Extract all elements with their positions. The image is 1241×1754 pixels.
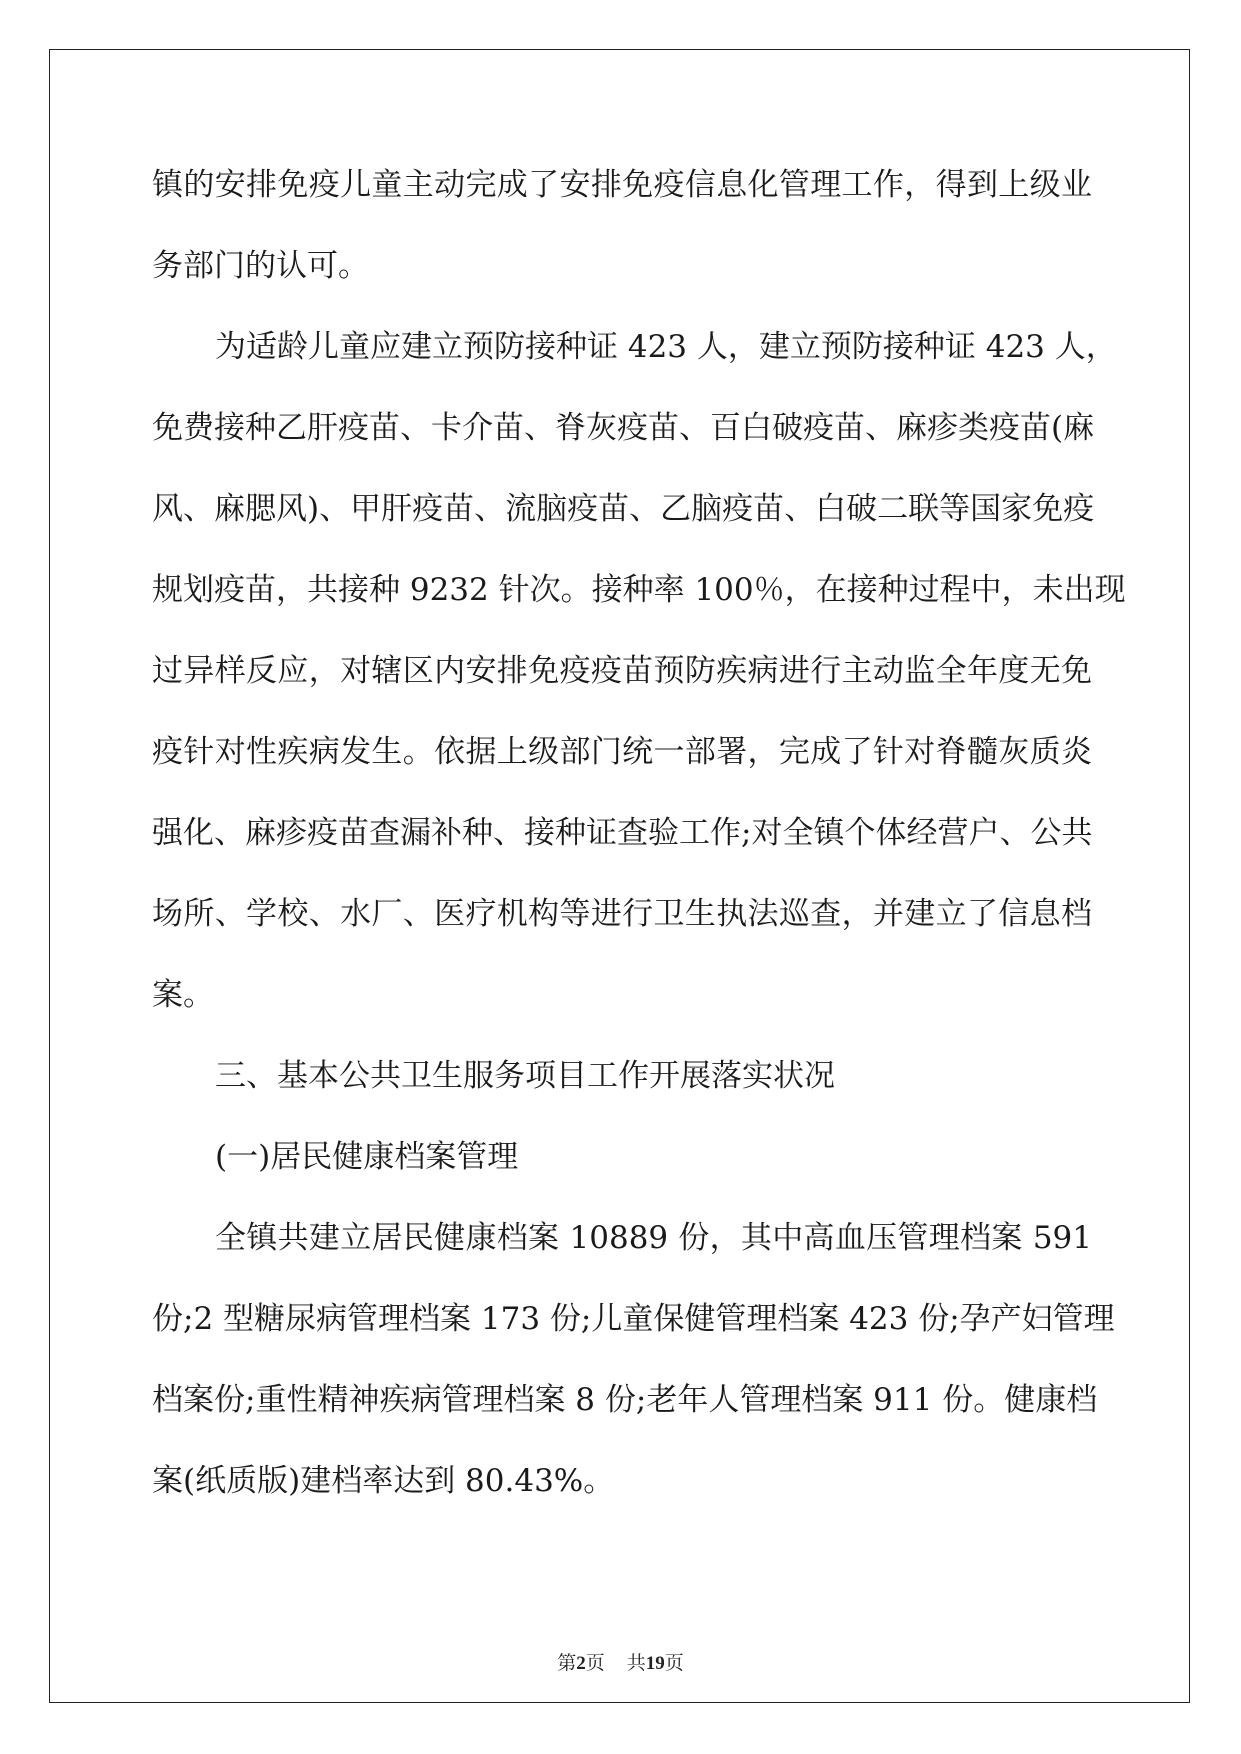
text-line: 镇的安排免疫儿童主动完成了安排免疫信息化管理工作，得到上级业 — [152, 167, 1092, 203]
text-line: 档案份;重性精神疾病管理档案 8 份;老年人管理档案 911 份。健康档 — [152, 1382, 1098, 1418]
text-line: 强化、麻疹疫苗查漏补种、接种证查验工作;对全镇个体经营户、公共 — [152, 815, 1093, 851]
text-line: 疫针对性疾病发生。依据上级部门统一部署，完成了针对脊髓灰质炎 — [152, 734, 1092, 770]
page-prefix: 第 — [557, 1652, 577, 1674]
total-prefix: 共 — [626, 1652, 646, 1674]
page-footer — [0, 1650, 1241, 1677]
document-body — [152, 158, 1126, 1535]
section-heading: 三、基本公共卫生服务项目工作开展落实状况 — [215, 1058, 835, 1094]
total-page-count: 19 — [645, 1653, 665, 1674]
text-line: 全镇共建立居民健康档案 10889 份，其中高血压管理档案 591 — [215, 1220, 1092, 1256]
text-line: 免费接种乙肝疫苗、卡介苗、脊灰疫苗、百白破疫苗、麻疹类疫苗(麻 — [152, 410, 1095, 446]
text-line: 案。 — [152, 977, 214, 1013]
total-suffix: 页 — [664, 1652, 684, 1674]
text-line: 务部门的认可。 — [152, 248, 369, 284]
page-suffix: 页 — [585, 1652, 605, 1674]
text-line: 案(纸质版)建档率达到 80.43%。 — [152, 1463, 615, 1499]
subsection-heading: (一)居民健康档案管理 — [215, 1139, 519, 1175]
text-line: 规划疫苗，共接种 9232 针次。接种率 100％，在接种过程中，未出现 — [152, 572, 1126, 608]
text-line: 风、麻腮风)、甲肝疫苗、流脑疫苗、乙脑疫苗、白破二联等国家免疫 — [152, 491, 1095, 527]
text-line: 为适龄儿童应建立预防接种证 423 人，建立预防接种证 423 人， — [215, 329, 1117, 365]
text-line: 份;2 型糖尿病管理档案 173 份;儿童保健管理档案 423 份;孕产妇管理 — [152, 1301, 1115, 1337]
text-line: 场所、学校、水厂、医疗机构等进行卫生执法巡查，并建立了信息档 — [152, 896, 1092, 932]
text-line: 过异样反应，对辖区内安排免疫疫苗预防疾病进行主动监全年度无免 — [152, 653, 1092, 689]
current-page-number: 2 — [576, 1653, 586, 1674]
